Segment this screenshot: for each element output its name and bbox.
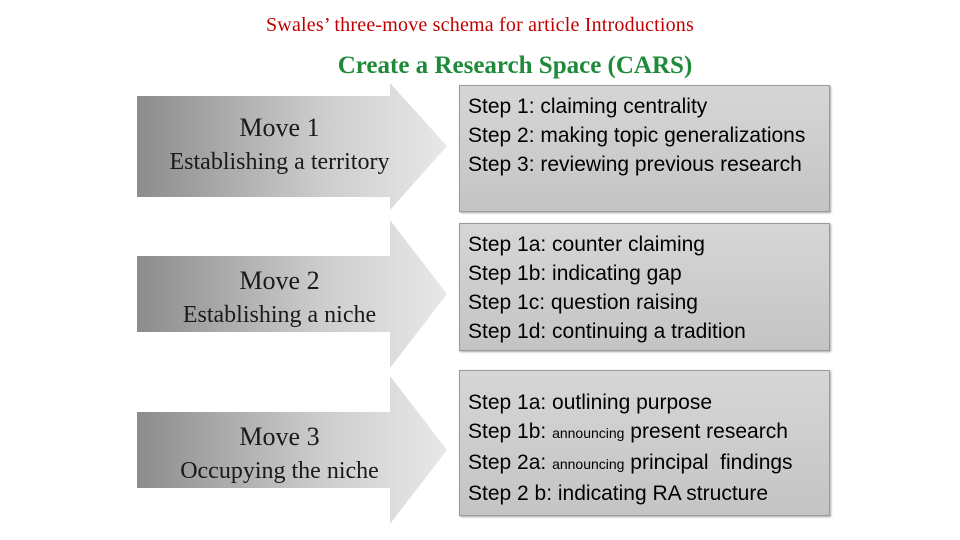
move-1-arrow (137, 83, 447, 210)
move-1-steps-box (459, 85, 830, 212)
move-2-step: Step 1d: continuing a tradition (468, 320, 746, 343)
move-2-arrow (137, 220, 447, 368)
move-1-step: Step 2: making topic generalizations (468, 124, 806, 147)
move-3-arrow (137, 376, 447, 524)
move-2-steps-box (459, 223, 830, 351)
move-1-label: Move 1 (239, 113, 320, 142)
move-1-step: Step 3: reviewing previous research (468, 153, 802, 176)
move-2-step: Step 1c: question raising (468, 291, 698, 314)
move-3-step: Step 1a: outlining purpose (468, 391, 713, 414)
move-1-arrow-shape (137, 83, 447, 210)
move-1-desc: Establishing a territory (169, 149, 390, 175)
diagram-subtitle: Create a Research Space (CARS) (337, 52, 693, 79)
move-3-label: Move 3 (239, 422, 320, 451)
move-2-step: Step 1a: counter claiming (468, 233, 705, 256)
move-2-desc: Establishing a niche (182, 302, 377, 328)
move-3-step: Step 2a: announcing principal findings (468, 451, 793, 474)
move-2-step: Step 1b: indicating gap (468, 262, 682, 285)
move-3-desc: Occupying the niche (180, 458, 379, 484)
move-2-label: Move 2 (239, 266, 320, 295)
diagram-title: Swales’ three-move schema for article Introductions (265, 14, 694, 36)
move-3-step: Step 1b: announcing present research (468, 420, 788, 443)
move-3-step: Step 2 b: indicating RA structure (468, 482, 768, 505)
move-3-steps-box (459, 370, 830, 516)
move-1-step: Step 1: claiming centrality (468, 95, 708, 118)
